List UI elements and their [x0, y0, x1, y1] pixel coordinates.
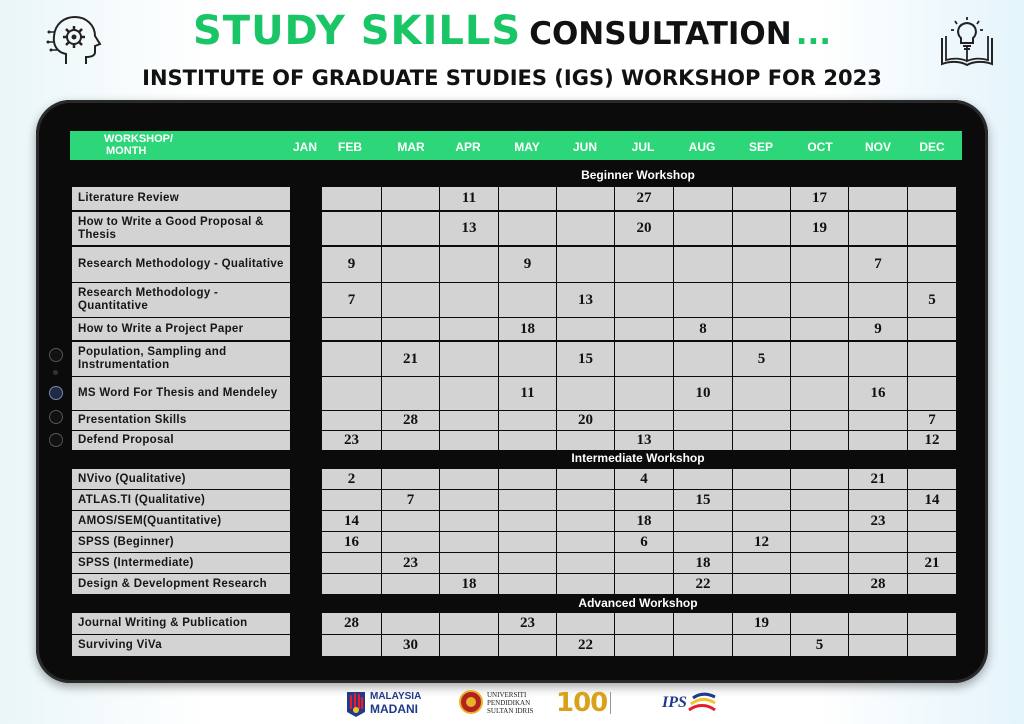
schedule-cell: 14 — [322, 511, 381, 531]
schedule-cell: 4 — [615, 469, 673, 489]
title-consultation: CONSULTATION — [529, 16, 792, 52]
upsi-text-3: SULTAN IDRIS — [487, 707, 534, 715]
section-intermediate-workshop: Intermediate Workshop — [571, 451, 705, 465]
schedule-cell — [557, 574, 614, 594]
schedule-cell: 20 — [557, 411, 614, 430]
schedule-cell — [382, 318, 439, 340]
hundred-text: 100 — [556, 688, 608, 718]
month-header-feb: FEB — [338, 140, 362, 154]
schedule-cell — [557, 187, 614, 210]
schedule-cell — [615, 553, 673, 573]
schedule-cell: 2 — [322, 469, 381, 489]
schedule-cell — [557, 511, 614, 531]
schedule-cell — [733, 247, 790, 282]
schedule-cell — [557, 377, 614, 410]
schedule-cell — [440, 377, 498, 410]
schedule-cell — [733, 553, 790, 573]
tablet-button-icon — [49, 433, 63, 447]
madani-hand-icon — [344, 688, 368, 718]
schedule-cell — [322, 411, 381, 430]
row-label-how-to-write-a-good-proposal-thesis: How to Write a Good Proposal & Thesis — [72, 212, 290, 245]
schedule-cell: 21 — [849, 469, 907, 489]
row-label-spss-intermediate: SPSS (Intermediate) — [72, 553, 290, 573]
schedule-cell — [557, 613, 614, 634]
schedule-cell — [499, 342, 556, 376]
schedule-cell — [908, 342, 956, 376]
schedule-cell — [674, 187, 732, 210]
schedule-cell — [908, 613, 956, 634]
schedule-cell — [791, 469, 848, 489]
schedule-cell — [849, 212, 907, 245]
schedule-cell — [615, 342, 673, 376]
schedule-cell — [791, 411, 848, 430]
schedule-cell — [849, 613, 907, 634]
tablet-button-icon — [49, 348, 63, 362]
schedule-cell: 7 — [322, 283, 381, 317]
schedule-cell — [440, 318, 498, 340]
schedule-cell — [849, 283, 907, 317]
schedule-cell: 12 — [733, 532, 790, 552]
schedule-cell: 13 — [557, 283, 614, 317]
schedule-cell — [615, 318, 673, 340]
schedule-cell — [557, 318, 614, 340]
schedule-cell — [440, 283, 498, 317]
month-header-dec: DEC — [919, 140, 945, 154]
schedule-cell: 15 — [557, 342, 614, 376]
schedule-cell — [615, 247, 673, 282]
schedule-cell — [440, 635, 498, 656]
schedule-cell — [382, 511, 439, 531]
schedule-cell: 13 — [615, 431, 673, 450]
schedule-cell — [733, 635, 790, 656]
schedule-cell — [499, 411, 556, 430]
month-header-jul: JUL — [631, 140, 655, 154]
ips-book-icon — [687, 690, 717, 716]
schedule-cell — [849, 532, 907, 552]
schedule-cell — [322, 574, 381, 594]
schedule-cell: 23 — [849, 511, 907, 531]
schedule-cell — [615, 377, 673, 410]
row-label-surviving-viva: Surviving ViVa — [72, 635, 290, 656]
row-label-ms-word-for-thesis-and-mendeley: MS Word For Thesis and Mendeley — [72, 377, 290, 410]
schedule-cell — [674, 411, 732, 430]
schedule-cell: 28 — [382, 411, 439, 430]
schedule-cell — [674, 511, 732, 531]
schedule-cell — [615, 635, 673, 656]
schedule-cell — [615, 411, 673, 430]
schedule-cell — [791, 247, 848, 282]
schedule-cell — [733, 212, 790, 245]
schedule-cell: 11 — [499, 377, 556, 410]
header-workshop-label — [104, 133, 173, 157]
schedule-cell — [615, 283, 673, 317]
schedule-cell — [908, 187, 956, 210]
schedule-cell: 9 — [499, 247, 556, 282]
schedule-cell: 27 — [615, 187, 673, 210]
schedule-cell: 18 — [674, 553, 732, 573]
upsi-logo — [458, 682, 533, 724]
tablet-camera-icon — [49, 386, 63, 400]
schedule-cell — [557, 431, 614, 450]
month-header-apr: APR — [455, 140, 481, 154]
schedule-cell: 30 — [382, 635, 439, 656]
schedule-cell — [733, 511, 790, 531]
upsi-text-1: UNIVERSITI — [487, 691, 527, 699]
schedule-cell: 18 — [615, 511, 673, 531]
schedule-cell: 20 — [615, 212, 673, 245]
row-label-literature-review: Literature Review — [72, 187, 290, 210]
schedule-cell — [499, 532, 556, 552]
schedule-cell — [382, 431, 439, 450]
schedule-cell — [791, 377, 848, 410]
schedule-cell — [908, 635, 956, 656]
schedule-cell — [733, 318, 790, 340]
schedule-cell: 18 — [499, 318, 556, 340]
schedule-cell — [557, 532, 614, 552]
schedule-cell — [440, 431, 498, 450]
schedule-cell — [322, 342, 381, 376]
schedule-cell — [849, 635, 907, 656]
schedule-cell — [733, 411, 790, 430]
schedule-cell: 18 — [440, 574, 498, 594]
schedule-cell — [733, 574, 790, 594]
schedule-cell: 7 — [382, 490, 439, 510]
schedule-cell: 8 — [674, 318, 732, 340]
schedule-cell: 28 — [849, 574, 907, 594]
madani-text-2: MADANI — [370, 702, 418, 716]
page-subtitle: INSTITUTE OF GRADUATE STUDIES (IGS) WORKSHOP FOR 2023 — [142, 66, 882, 90]
schedule-cell — [674, 212, 732, 245]
row-label-research-methodology-quantitative: Research Methodology - Quantitative — [72, 283, 290, 317]
row-label-nvivo-qualitative: NVivo (Qualitative) — [72, 469, 290, 489]
row-label-design-development-research: Design & Development Research — [72, 574, 290, 594]
upsi-text-2: PENDIDIKAN — [487, 699, 531, 707]
schedule-cell: 16 — [849, 377, 907, 410]
schedule-cell — [849, 553, 907, 573]
schedule-cell: 7 — [908, 411, 956, 430]
schedule-cell — [849, 431, 907, 450]
schedule-cell — [499, 511, 556, 531]
schedule-cell — [382, 377, 439, 410]
title-study-skills: STUDY SKILLS — [192, 8, 522, 54]
schedule-cell — [440, 553, 498, 573]
schedule-cell — [382, 574, 439, 594]
schedule-cell: 14 — [908, 490, 956, 510]
schedule-cell — [322, 553, 381, 573]
schedule-cell — [322, 377, 381, 410]
schedule-cell — [908, 318, 956, 340]
madani-text-1: MALAYSIA — [370, 691, 422, 702]
schedule-cell — [674, 613, 732, 634]
malaysia-madani-logo — [344, 682, 421, 724]
schedule-cell: 10 — [674, 377, 732, 410]
schedule-cell — [557, 247, 614, 282]
book-lightbulb-icon — [940, 16, 994, 68]
schedule-cell — [791, 318, 848, 340]
schedule-cell — [849, 187, 907, 210]
schedule-cell — [499, 469, 556, 489]
schedule-cell — [440, 511, 498, 531]
schedule-cell — [908, 247, 956, 282]
schedule-cell — [382, 187, 439, 210]
schedule-cell: 28 — [322, 613, 381, 634]
schedule-cell — [791, 283, 848, 317]
schedule-cell — [440, 411, 498, 430]
month-header-aug: AUG — [688, 140, 716, 154]
row-label-defend-proposal: Defend Proposal — [72, 431, 290, 450]
schedule-cell: 6 — [615, 532, 673, 552]
schedule-cell: 23 — [382, 553, 439, 573]
schedule-cell — [499, 490, 556, 510]
schedule-cell: 9 — [849, 318, 907, 340]
schedule-cell — [908, 212, 956, 245]
schedule-cell: 23 — [322, 431, 381, 450]
schedule-cell — [557, 469, 614, 489]
schedule-cell — [674, 431, 732, 450]
schedule-cell: 13 — [440, 212, 498, 245]
schedule-cell — [322, 490, 381, 510]
schedule-cell — [382, 613, 439, 634]
schedule-cell: 19 — [733, 613, 790, 634]
schedule-cell: 11 — [440, 187, 498, 210]
schedule-cell: 5 — [733, 342, 790, 376]
schedule-cell — [733, 283, 790, 317]
schedule-cell — [499, 574, 556, 594]
schedule-cell: 12 — [908, 431, 956, 450]
schedule-cell — [733, 377, 790, 410]
month-header-jan: JAN — [292, 140, 317, 154]
upsi-crest-icon — [458, 688, 484, 718]
schedule-cell — [674, 635, 732, 656]
schedule-cell — [440, 532, 498, 552]
schedule-cell — [674, 283, 732, 317]
schedule-cell — [733, 187, 790, 210]
month-header-nov: NOV — [864, 140, 891, 154]
100-years-logo — [556, 682, 625, 724]
schedule-cell: 5 — [791, 635, 848, 656]
header-label-line1: WORKSHOP/ — [104, 133, 174, 145]
section-beginner-workshop: Beginner Workshop — [581, 168, 695, 182]
schedule-cell — [440, 613, 498, 634]
schedule-cell — [499, 283, 556, 317]
tablet-sensor-icon — [53, 370, 58, 375]
schedule-cell — [674, 532, 732, 552]
schedule-cell — [733, 469, 790, 489]
schedule-cell — [908, 532, 956, 552]
schedule-cell — [499, 553, 556, 573]
schedule-cell — [499, 212, 556, 245]
schedule-cell — [499, 187, 556, 210]
schedule-cell — [849, 411, 907, 430]
schedule-cell — [733, 490, 790, 510]
page-title — [0, 8, 1024, 54]
row-label-research-methodology-qualitative: Research Methodology - Qualitative — [72, 247, 290, 282]
schedule-cell — [382, 212, 439, 245]
schedule-cell — [557, 553, 614, 573]
schedule-cell — [440, 247, 498, 282]
schedule-cell — [615, 574, 673, 594]
schedule-cell: 22 — [674, 574, 732, 594]
schedule-cell — [499, 635, 556, 656]
schedule-cell: 21 — [382, 342, 439, 376]
row-label-spss-beginner: SPSS (Beginner) — [72, 532, 290, 552]
row-label-how-to-write-a-project-paper: How to Write a Project Paper — [72, 318, 290, 340]
row-label-presentation-skills: Presentation Skills — [72, 411, 290, 430]
schedule-cell — [908, 469, 956, 489]
schedule-cell — [791, 342, 848, 376]
schedule-cell — [440, 342, 498, 376]
schedule-cell — [322, 187, 381, 210]
schedule-cell — [849, 342, 907, 376]
month-header-mar: MAR — [397, 140, 425, 154]
head-gear-icon — [46, 12, 102, 68]
schedule-cell — [674, 342, 732, 376]
schedule-cell — [440, 469, 498, 489]
schedule-cell — [674, 247, 732, 282]
month-header-oct: OCT — [807, 140, 833, 154]
row-label-atlas-ti-qualitative: ATLAS.TI (Qualitative) — [72, 490, 290, 510]
schedule-cell — [791, 532, 848, 552]
schedule-cell — [791, 613, 848, 634]
schedule-cell — [791, 511, 848, 531]
schedule-cell: 7 — [849, 247, 907, 282]
schedule-cell: 5 — [908, 283, 956, 317]
schedule-cell — [791, 431, 848, 450]
schedule-cell: 9 — [322, 247, 381, 282]
tablet-button-icon — [49, 410, 63, 424]
hundred-divider — [610, 692, 625, 714]
row-label-population-sampling-and-instrumentation: Population, Sampling and Instrumentation — [72, 342, 290, 376]
section-advanced-workshop: Advanced Workshop — [578, 596, 698, 610]
schedule-cell — [557, 212, 614, 245]
row-label-journal-writing-publication: Journal Writing & Publication — [72, 613, 290, 634]
schedule-cell — [908, 511, 956, 531]
month-header-jun: JUN — [572, 140, 597, 154]
schedule-cell — [674, 469, 732, 489]
schedule-cell — [557, 490, 614, 510]
schedule-cell — [733, 431, 790, 450]
schedule-cell — [382, 469, 439, 489]
schedule-cell — [322, 318, 381, 340]
table-header — [70, 131, 962, 160]
schedule-cell — [499, 431, 556, 450]
schedule-cell: 22 — [557, 635, 614, 656]
schedule-cell — [382, 247, 439, 282]
schedule-cell — [791, 490, 848, 510]
schedule-cell — [849, 490, 907, 510]
schedule-cell — [322, 212, 381, 245]
schedule-cell: 21 — [908, 553, 956, 573]
schedule-cell: 17 — [791, 187, 848, 210]
header-label-line2: MONTH — [106, 145, 147, 157]
month-header-sep: SEP — [748, 140, 773, 154]
schedule-cell — [791, 574, 848, 594]
schedule-cell: 23 — [499, 613, 556, 634]
ips-text: IPS — [662, 694, 687, 711]
schedule-cell: 16 — [322, 532, 381, 552]
schedule-cell — [791, 553, 848, 573]
schedule-cell — [908, 377, 956, 410]
schedule-cell — [382, 283, 439, 317]
title-dots: ... — [795, 16, 832, 52]
ips-logo — [662, 682, 717, 724]
schedule-cell: 15 — [674, 490, 732, 510]
schedule-cell — [382, 532, 439, 552]
month-header-may: MAY — [514, 140, 540, 154]
schedule-cell — [615, 490, 673, 510]
schedule-cell — [908, 574, 956, 594]
schedule-cell — [440, 490, 498, 510]
schedule-cell — [322, 635, 381, 656]
schedule-cell: 19 — [791, 212, 848, 245]
row-label-amos-sem-quantitative: AMOS/SEM(Quantitative) — [72, 511, 290, 531]
schedule-cell — [615, 613, 673, 634]
